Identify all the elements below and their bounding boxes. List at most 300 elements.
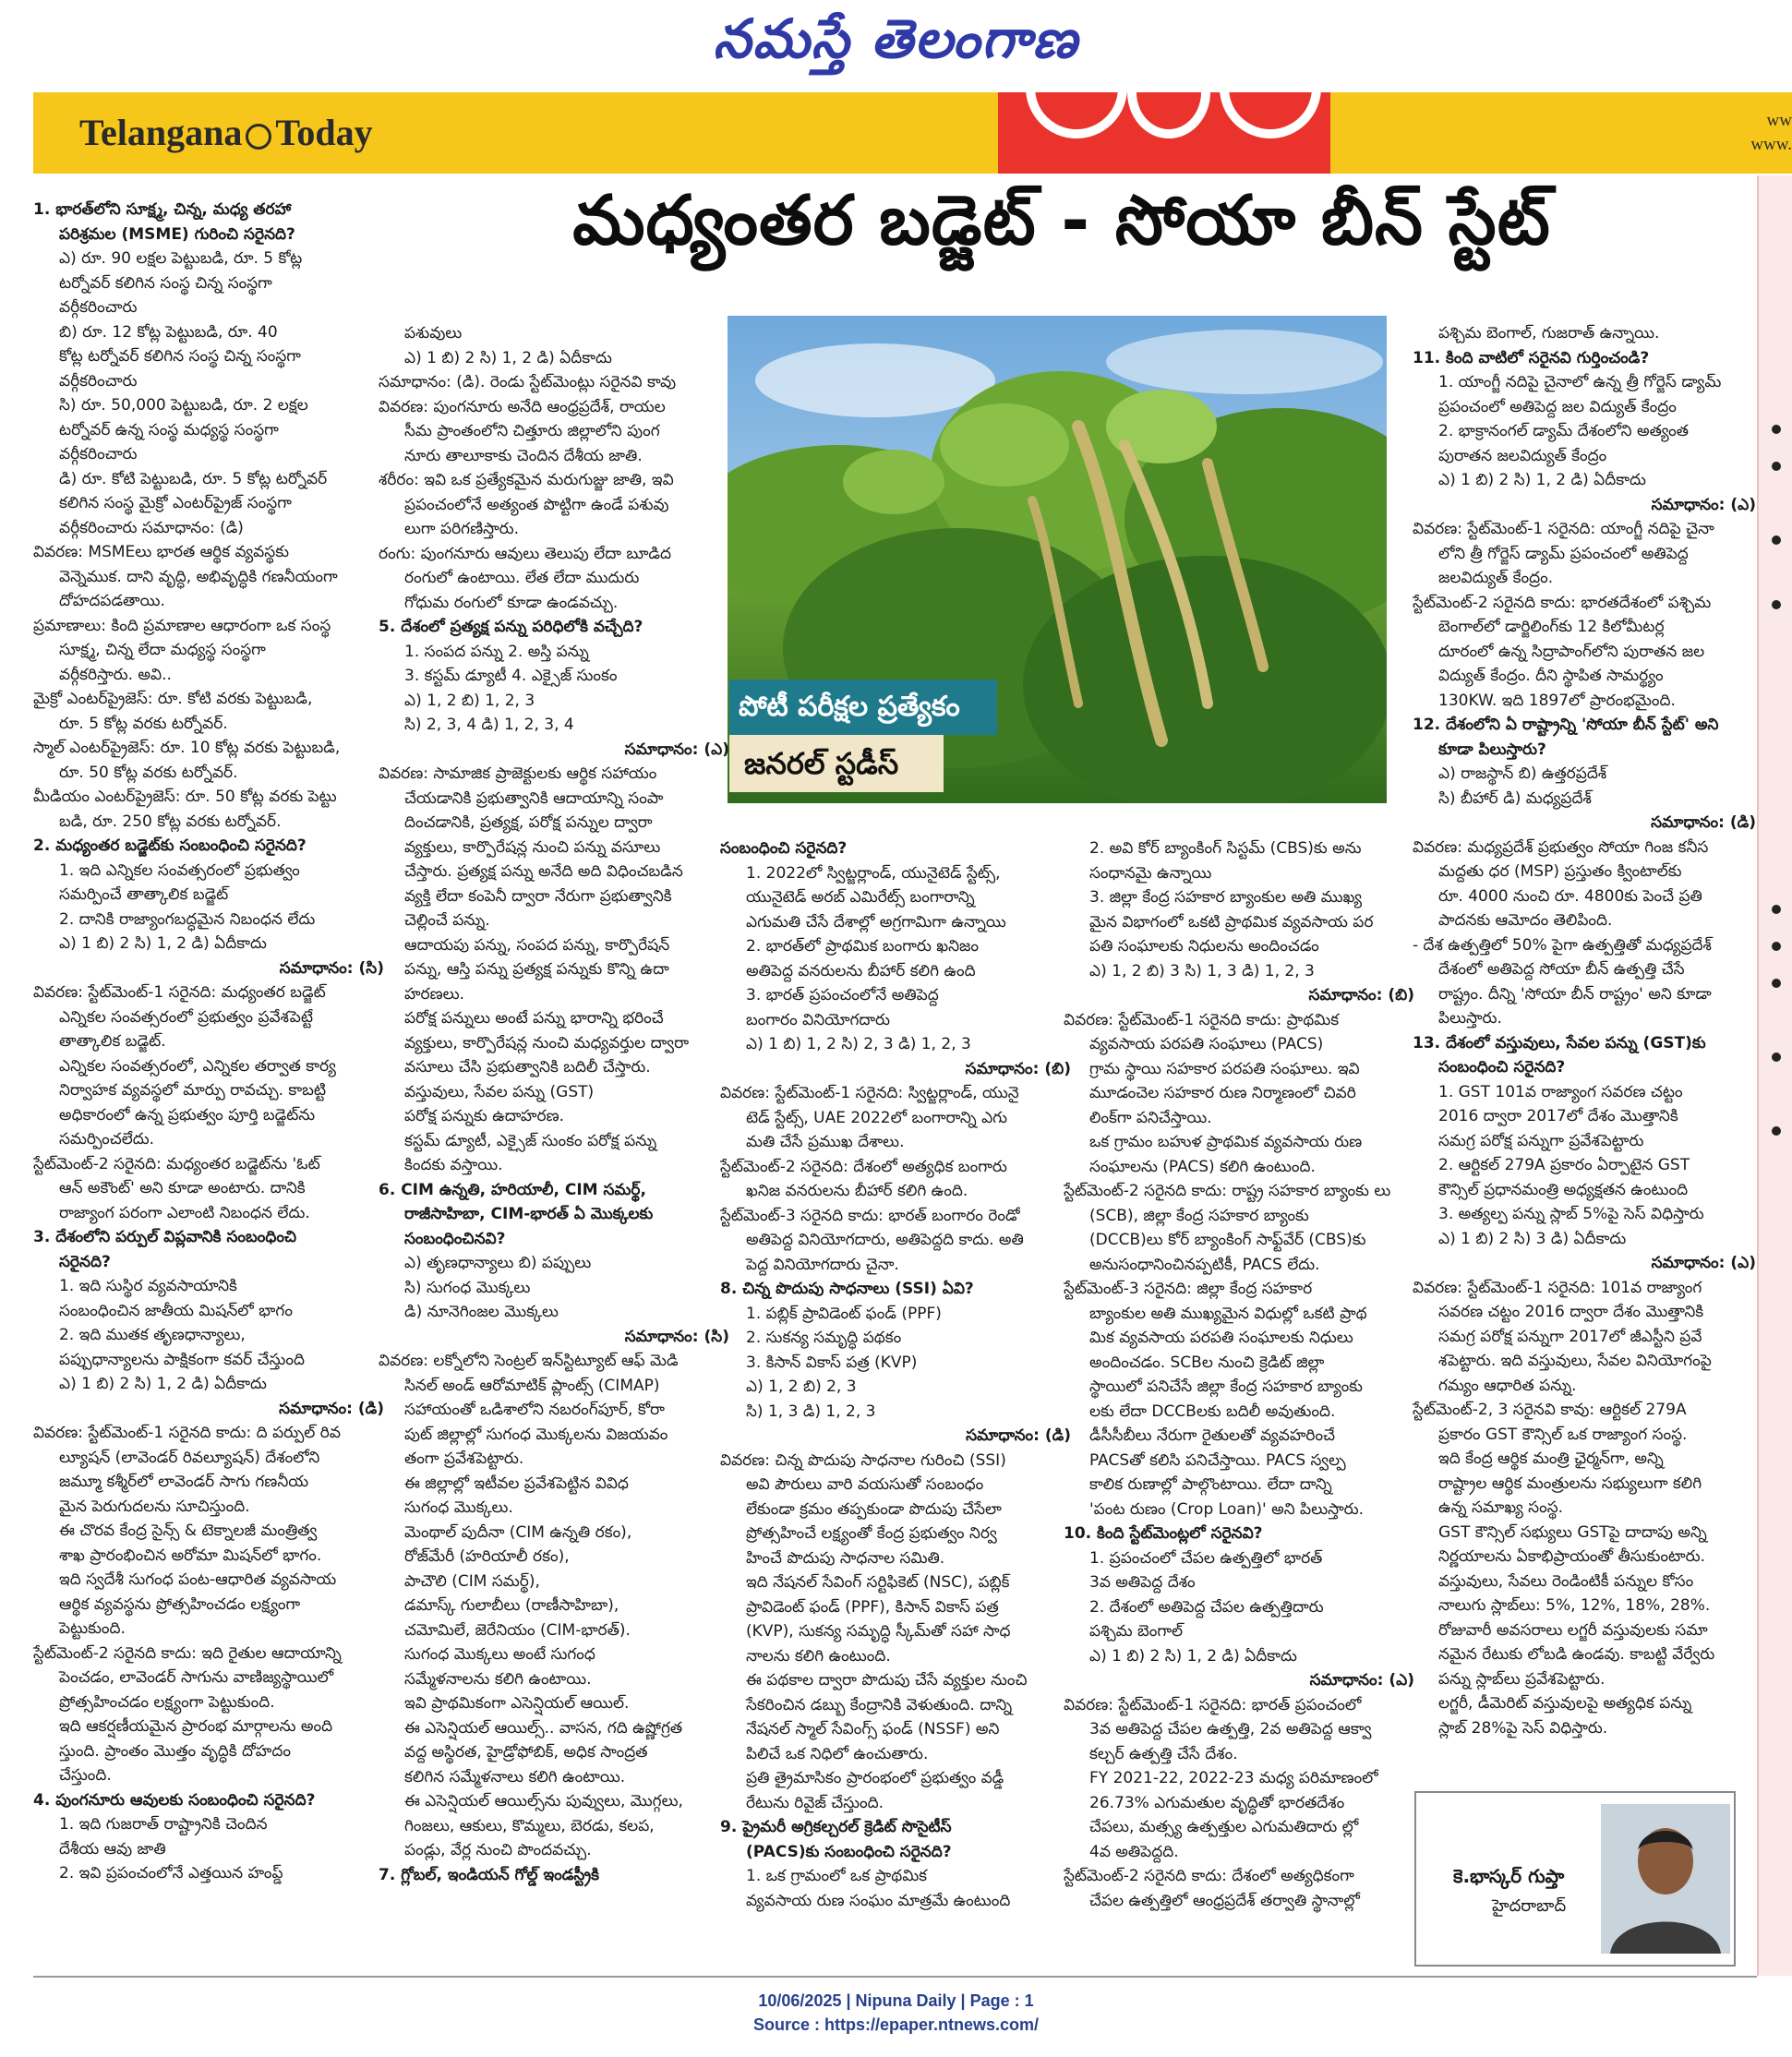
article-line: 3. దేశంలోని పర్పుల్ విప్లవానికి సంబంధించి: [33, 1228, 297, 1246]
article-line: పెట్టుకుంది.: [59, 1619, 126, 1638]
article-line: స్టేట్‌మెంట్-3 సరైనది: జిల్లా కేంద్ర సహకార: [1064, 1280, 1313, 1298]
article-line: దేశంలో అతిపెద్ద సోయా బీన్ ఉత్పత్తి చేసే: [1438, 960, 1685, 979]
article-line: ఎ) 1 బి) 2 సి) 1, 2 డి) ఏదీకాదు: [1438, 471, 1646, 489]
article-line: విద్యుత్ కేంద్రం. దీని స్థాపిత సామర్థ్యం: [1438, 667, 1664, 685]
article-line: రేటును రివైజ్ చేస్తుంది.: [746, 1793, 884, 1812]
article-line: వర్గీకరిస్తారు. అవి..: [59, 665, 172, 684]
article-line: వివరణ: మధ్యప్రదేశ్ ప్రభుత్వం సోయా గింజ కనీస: [1413, 837, 1709, 857]
article-line: వస్తువులు, సేవల పన్ను (GST): [404, 1082, 595, 1101]
article-line: రూ. 50 కోట్ల వరకు టర్నోవర్.: [59, 763, 238, 782]
article-line: ప్రతి త్రైమాసికం ప్రారంభంలో ప్రభుత్వం వడ్డీ: [746, 1769, 1004, 1787]
article-line: కల్చర్ ఉత్పత్తి చేసే దేశం.: [1089, 1744, 1238, 1763]
article-line: 2. భారత్‌లో ప్రాథమిక బంగారు ఖనిజం: [746, 937, 980, 956]
article-line: నేషనల్ స్మాల్ సేవింగ్స్ ఫండ్ (NSSF) అని: [746, 1720, 1000, 1738]
article-line: రాష్ట్రం. దీన్ని 'సోయా బీన్ రాష్ట్రం' అని కూడా: [1438, 984, 1712, 1004]
article-line: ప్రకారం GST కౌన్సిల్ ఒక రాజ్యాంగ సంస్థ.: [1438, 1425, 1688, 1444]
article-line: ఆన్ అకౌంట్' అని కూడా అంటారు. దానికి: [59, 1179, 306, 1197]
article-line: పిలుస్తారు.: [1438, 1009, 1502, 1028]
article-line: లోని త్రీ గోర్జెస్ డ్యామ్ ప్రపంచంలో అతిపెద్ద: [1438, 544, 1689, 563]
article-line: (PACS)కు సంబంధించి సరైనది?: [746, 1842, 952, 1861]
article-line: వర్గీకరించారు సమాధానం: (డి): [59, 518, 244, 537]
article-line: బడి, రూ. 250 కోట్ల వరకు టర్నోవర్.: [59, 812, 282, 831]
article-line: లగ్జరీ, డీమెరిట్ వస్తువులపై అత్యధిక పన్ను: [1438, 1694, 1692, 1713]
article-line: కలిగిన సమ్మేళనాలు కలిగి ఉంటాయి.: [404, 1767, 626, 1786]
article-line: 'పంట రుణం (Crop Loan)' అని పిలుస్తారు.: [1089, 1499, 1364, 1519]
article-line: ఇది స్వదేశీ సుగంధ పంట-ఆధారిత వ్యవసాయ: [59, 1570, 337, 1589]
article-line: కూడా పిలుస్తారు?: [1438, 740, 1546, 759]
article-line: ఎ) 1, 2 బి) 1, 2, 3: [404, 691, 535, 710]
article-line: ఈ ఎసెన్షియల్ ఆయిల్స్.. వాసన, గది ఉష్ణోగ్రత: [404, 1718, 683, 1738]
article-line: స్టేట్‌మెంట్-2 సరైనది: మధ్యంతర బడ్జెట్‌ను 'ఓట్: [33, 1154, 320, 1173]
article-line: హించే పొదుపు సాధనాల సమితి.: [746, 1548, 945, 1568]
article-line: అధికారంలో ఉన్న ప్రభుత్వం పూర్తి బడ్జెట్‌ను: [59, 1105, 316, 1125]
article-line: 3వ అతిపెద్ద దేశం: [1089, 1573, 1196, 1592]
banner-web-line: ww: [1766, 111, 1792, 130]
article-line: దూరంలో ఉన్న సిద్రాపాంగ్‌లోని పురాతన జల: [1438, 642, 1705, 661]
article-line: బెంగాల్‌లో డార్జిలింగ్‌కు 12 కిలోమీటర్ల: [1438, 618, 1665, 636]
article-line: సి) బీహార్ డి) మధ్యప్రదేశ్: [1438, 788, 1592, 808]
article-line: సవరణ చట్టం 2016 ద్వారా దేశం మొత్తానికి: [1438, 1303, 1704, 1321]
article-line: 1. ఇది సుస్థిర వ్యవసాయానికి: [59, 1277, 237, 1295]
article-line: మద్దతు ధర (MSP) ప్రస్తుతం క్వింటాల్‌కు: [1438, 862, 1682, 881]
article-line: రాష్ట్రాల ఆర్థిక మంత్రులను సభ్యులుగా కలిగి: [1438, 1474, 1702, 1493]
article-line: ప్రావిడెంట్ ఫండ్ (PPF), కిసాన్ వికాస్ పత్ర: [746, 1597, 999, 1617]
article-line: 1. పబ్లిక్ ప్రావిడెంట్ ఫండ్ (PPF): [746, 1304, 942, 1323]
article-line: మిక వ్యవసాయ పరపతి సంఘాలకు నిధులు: [1089, 1329, 1353, 1347]
article-line: నిర్ణయాలను ఏకాభిప్రాయంతో తీసుకుంటారు.: [1438, 1547, 1705, 1566]
article-line: సమాధానం: (డి): [966, 1426, 1071, 1445]
article-line: సుగంధ మొక్కలు అంటే సుగంధ: [404, 1645, 595, 1664]
article-line: పాచౌలి (CIM సమర్థ్),: [404, 1571, 540, 1591]
article-line: నాలుగు స్లాబ్‌లు: 5%, 12%, 18%, 28%.: [1438, 1596, 1711, 1615]
article-line: వివరణ: చిన్న పొదుపు సాధనాల గురించి (SSI): [720, 1450, 1006, 1470]
article-line: 2. మధ్యంతర బడ్జెట్‌కు సంబంధించి సరైనది?: [33, 836, 307, 855]
article-line: స్లాబ్ 28%పై సెస్ విధిస్తారు.: [1438, 1718, 1608, 1738]
article-line: చెల్లించే పన్ను.: [404, 911, 490, 930]
article-line: రంగు: పుంగనూరు ఆవులు తెలుపు లేదా బూడిద: [379, 544, 672, 563]
article-line: ఎ) 1, 2 బి) 2, 3: [746, 1377, 857, 1396]
article-line: 6. CIM ఉన్నతి, హరియాలీ, CIM సమర్థ్,: [379, 1180, 646, 1199]
article-line: రూ. 5 కోట్ల వరకు టర్నోవర్.: [59, 714, 228, 733]
article-line: సీమ ప్రాంతంలోని చిత్తూరు జిల్లాలోని పుంగ: [404, 422, 660, 440]
article-line: ఎ) 1 బి) 1, 2 సి) 2, 3 డి) 1, 2, 3: [746, 1035, 971, 1053]
article-line: సంబంధించి సరైనది?: [720, 839, 848, 858]
article-line: రంగులో ఉంటాయి. లేత లేదా ముదురు: [404, 569, 640, 587]
article-line: 1. ఇది గుజరాత్ రాష్ట్రానికి చెందిన: [59, 1815, 268, 1834]
article-line: వ్యవసాయ రుణ సంఘం మాత్రమే ఉంటుంది: [746, 1891, 1011, 1910]
article-line: మైన పెరుగుదలను సూచిస్తుంది.: [59, 1497, 250, 1516]
author-box: [1414, 1791, 1736, 1967]
article-line: 2016 ద్వారా 2017లో దేశం మొత్తానికి: [1438, 1107, 1678, 1125]
article-line: సంబంధించినవి?: [404, 1229, 506, 1248]
article-line: అతిపెద్ద వినియోగదారు, అతిపెద్దది కాదు. అతి: [746, 1231, 1024, 1249]
article-line: వివరణ: స్టేట్‌మెంట్-1 సరైనది: యాంగ్జీ నదిపై చైనా: [1413, 520, 1714, 538]
article-column-2: [379, 321, 729, 1970]
article-line: సమాధానం: (ఎ): [624, 740, 729, 759]
article-line: 1. యాంగ్జీ నదిపై చైనాలో ఉన్న త్రీ గోర్జెస్ డ్యామ్: [1438, 373, 1722, 391]
article-line: ఇవి ప్రాథమికంగా ఎసెన్షియల్ ఆయిల్.: [404, 1694, 630, 1713]
article-line: సమర్పించే తాత్కాలిక బడ్జెట్: [59, 885, 229, 904]
article-column-3: [720, 836, 1071, 1970]
emblem-icon: [246, 124, 271, 150]
article-line: సమాధానం: (డి): [1651, 813, 1756, 832]
article-line: 2. అవి కోర్ బ్యాంకింగ్ సిస్టమ్ (CBS)కు అను: [1089, 839, 1362, 858]
article-line: పరిశ్రమల (MSME) గురించి సరైనది?: [59, 224, 295, 244]
article-line: ప్రపంచంలో అతిపెద్ద జల విద్యుత్ కేంద్రం: [1438, 397, 1677, 416]
author-city: హైదరాబాద్: [1492, 1896, 1567, 1916]
article-line: స్మాల్ ఎంటర్‌ప్రైజెస్: రూ. 10 కోట్ల వరకు పెట్టుబడి,: [33, 739, 341, 757]
article-line: చేస్తారు. ప్రత్యక్ష పన్ను అనేది అది విధించబడిన: [404, 862, 683, 881]
article-line: వివరణ: స్టేట్‌మెంట్-1 సరైనది: భారత్ ప్రపంచంలో: [1064, 1695, 1362, 1714]
article-line: రూ. 4000 నుంచి రూ. 4800కు పెంచే ప్రతి: [1438, 886, 1702, 906]
article-line: 3. కస్టమ్ డ్యూటీ 4. ఎక్సైజ్ సుంకం: [404, 667, 618, 685]
article-line: స్తుంది. ప్రాంతం మొత్తం వృద్ధికి దోహదం: [59, 1741, 291, 1761]
article-column-4: [1064, 836, 1414, 1970]
article-line: రోజ్‌మేరీ (హరియాలీ రకం),: [404, 1547, 570, 1566]
adjacent-page-strip: [1757, 175, 1792, 1976]
article-line: 3. జిల్లా కేంద్ర సహకార బ్యాంకుల అతి ముఖ్య: [1089, 888, 1363, 907]
article-line: సమాధానం: (ఎ): [1651, 1254, 1756, 1272]
article-line: లుగా పరిగణిస్తారు.: [404, 520, 520, 538]
article-line: సి) సుగంధ మొక్కలు: [404, 1278, 531, 1297]
article-line: 10. కింది స్టేట్‌మెంట్లలో సరైనవి?: [1064, 1524, 1263, 1543]
article-line: దించడానికి, ప్రత్యక్ష, పరోక్ష పన్నుల ద్వారా: [404, 813, 653, 832]
article-line: వ్యక్తి లేదా కంపెనీ ద్వారా నేరుగా ప్రభుత్వానికి: [404, 886, 672, 906]
newspaper-title: నమస్తే తెలంగాణ: [713, 7, 1079, 70]
article-line: 9. ప్రైమరీ అగ్రికల్చరల్ క్రెడిట్ సొసైటీస్: [720, 1818, 952, 1836]
article-line: 2. దేశంలో అతిపెద్ద చేపల ఉత్పత్తిదారు: [1089, 1597, 1324, 1617]
article-line: ఎ) 1 బి) 2 సి) 1, 2 డి) ఏదీకాదు: [1089, 1646, 1297, 1666]
article-line: పాదనకు ఆమోదం తెలిపింది.: [1438, 911, 1613, 930]
article-line: పరోక్ష పన్నుకు ఉదాహరణ.: [404, 1107, 565, 1125]
author-photo: [1601, 1804, 1730, 1954]
section-tag: జనరల్ స్టడీస్: [729, 735, 944, 792]
article-line: (SCB), జిల్లా కేంద్ర సహకార బ్యాంకు: [1089, 1206, 1309, 1225]
article-line: 1. GST 101వ రాజ్యాంగ సవరణ చట్టం: [1438, 1082, 1683, 1101]
article-column-5: [1413, 321, 1756, 1970]
article-line: రాజీసాహిబా, CIM-భారత్ ఏ మొక్కలకు: [404, 1205, 654, 1223]
article-line: చేపలు, మత్స్య ఉత్పత్తుల ఎగుమతిదారు ల్లో: [1089, 1818, 1359, 1836]
article-line: ఉన్న సమాఖ్య సంస్థ.: [1438, 1498, 1564, 1517]
article-line: బంగారం వినియోగదారు: [746, 1010, 891, 1029]
article-line: పన్ను స్లాబ్‌లు ప్రవేశపెట్టారు.: [1438, 1669, 1606, 1689]
article-line: 130KW. ఇది 1897లో ప్రారంభమైంది.: [1438, 691, 1676, 710]
article-line: వివరణ: స్టేట్‌మెంట్-1 సరైనది: 101వ రాజ్యాంగ: [1413, 1278, 1702, 1297]
article-line: వివరణ: MSMEలు భారత ఆర్థిక వ్యవస్థకు: [33, 543, 289, 561]
article-line: సినల్ అండ్ ఆరోమాటిక్ ప్లాంట్స్ (CIMAP): [404, 1376, 660, 1395]
article-line: అతిపెద్ద వనరులను బీహార్ కలిగి ఉంది: [746, 961, 976, 980]
article-line: 11. కింది వాటిలో సరైనవి గుర్తించండి?: [1413, 348, 1650, 367]
article-line: 2. సుకన్య సమృద్ధి పథకం: [746, 1329, 902, 1347]
article-line: వివరణ: పుంగనూరు అనేది ఆంధ్రప్రదేశ్, రాయల: [379, 397, 666, 416]
author-name: కె.భాస్కర్ గుప్తా: [1453, 1865, 1565, 1887]
article-line: డమాస్క్ గులాబీలు (రాణీసాహిబా),: [404, 1596, 619, 1615]
article-line: అనుసంధానించినప్పటికీ, PACS లేదు.: [1089, 1255, 1320, 1274]
article-line: స్టేట్‌మెంట్-3 సరైనది కాదు: భారత్ బంగారం రెండో: [720, 1206, 1020, 1225]
article-line: హరణలు.: [404, 984, 465, 1004]
article-line: వ్యవసాయ పరపతి సంఘాలు (PACS): [1089, 1035, 1324, 1053]
article-line: వివరణ: లక్నోలోని సెంట్రల్ ఇన్‌స్టిట్యూట్ ఆఫ్ మెడి: [379, 1352, 679, 1370]
article-line: గోధుమ రంగులో కూడా ఉండవచ్చు.: [404, 593, 619, 612]
article-line: వివరణ: స్టేట్‌మెంట్-1 సరైనది కాదు: ప్రాథమిక: [1064, 1010, 1340, 1029]
article-line: టర్నోవర్ కలిగిన సంస్థ చిన్న సంస్థగా: [59, 273, 272, 293]
article-line: ఎ) 1 బి) 2 సి) 3 డి) ఏదీకాదు: [1438, 1229, 1627, 1248]
article-line: 5. దేశంలో ప్రత్యక్ష పన్ను పరిధిలోకి వచ్చేది?: [379, 618, 643, 636]
article-line: గ్రామ స్థాయి సహకార పరపతి సంఘాలు. ఇవి: [1089, 1059, 1360, 1078]
article-line: చేపల ఉత్పత్తిలో ఆంధ్రప్రదేశ్ తర్వాతి స్థానాల్లో: [1089, 1891, 1360, 1910]
article-line: PACSతో కలిసి పనిచేస్తాయి. PACS స్వల్ప: [1089, 1450, 1346, 1470]
article-line: ఎన్నికల సంవత్సరంలో ప్రభుత్వం ప్రవేశపెట్టే: [59, 1007, 314, 1027]
article-line: 2. ఇవి ప్రపంచంలోనే ఎత్తయిన హంప్డ్: [59, 1864, 283, 1883]
article-line: సమాధానం: (ఎ): [1309, 1671, 1414, 1690]
article-line: వివరణ: స్టేట్‌మెంట్-1 సరైనది: మధ్యంతర బడ్జెట్: [33, 983, 326, 1002]
article-line: సరైనది?: [59, 1252, 111, 1271]
article-line: పతి సంఘాలకు నిధులను అందించడం: [1089, 937, 1319, 956]
article-line: సంధానమై ఉన్నాయి: [1089, 863, 1212, 883]
article-line: ఒక గ్రామం బహుళ ప్రాథమిక వ్యవసాయ రుణ: [1089, 1133, 1363, 1151]
article-line: పురాతన జలవిద్యుత్ కేంద్రం: [1438, 446, 1607, 465]
article-line: పశ్చిమ బెంగాల్, గుజరాత్ ఉన్నాయి.: [1438, 324, 1660, 343]
article-line: ఎ) 1 బి) 2 సి) 1, 2 డి) ఏదీకాదు: [404, 348, 612, 367]
article-line: వ్యక్తులు, కార్పొరేషన్ల నుంచి పన్ను వసూలు: [404, 837, 661, 857]
brand-right: Today: [275, 112, 373, 153]
article-line: గమ్యం ఆధారిత పన్ను.: [1438, 1376, 1577, 1395]
article-line: సమాధానం: (డి). రెండు స్టేట్‌మెంట్లు సరైనవి కావు: [379, 373, 677, 391]
article-line: ఎ) రూ. 90 లక్షల పెట్టుబడి, రూ. 5 కోట్ల: [59, 249, 303, 268]
article-line: సమాధానం: (ఎ): [1651, 495, 1756, 514]
article-line: వెన్నెముక. దాని వృద్ధి, అభివృద్ధికి గణనీయంగా: [59, 567, 338, 586]
article-line: 4. పుంగనూరు ఆవులకు సంబంధించి సరైనది?: [33, 1790, 316, 1810]
article-line: సమాధానం: (సి): [279, 958, 384, 978]
article-line: చేస్తుంది.: [59, 1766, 112, 1785]
article-line: 1. ఒక గ్రామంలో ఒక ప్రాథమిక: [746, 1867, 928, 1885]
article-line: స్టేట్‌మెంట్-2 సరైనది కాదు: దేశంలో అత్యధికంగా: [1064, 1867, 1354, 1885]
article-line: పుట్ జిల్లాల్లో సుగంధ మొక్కలను విజయవం: [404, 1425, 668, 1444]
article-line: సి) రూ. 50,000 పెట్టుబడి, రూ. 2 లక్షల: [59, 396, 308, 415]
article-line: టెడ్ స్టేట్స్, UAE 2022లో బంగారాన్ని ఎగు: [746, 1108, 1007, 1127]
article-line: ఈ చొరవ కేంద్ర సైన్స్ & టెక్నాలజీ మంత్రిత్వ: [59, 1522, 318, 1540]
article-line: తంగా ప్రవేశపెట్టారు.: [404, 1450, 524, 1468]
article-line: - దేశ ఉత్పత్తిలో 50% పైగా ఉత్పత్తితో మధ్యప్రదేశ్: [1413, 935, 1712, 955]
article-line: కలిగిన సంస్థ మైక్రో ఎంటర్‌ప్రైజ్ సంస్థగా: [59, 494, 292, 512]
article-line: వర్గీకరించారు: [59, 371, 138, 391]
article-line: లేకుండా క్రమం తప్పకుండా పొదుపు చేసేలా: [746, 1499, 1002, 1519]
supplement-banner: [33, 92, 1792, 174]
article-line: 2. ఆర్టికల్ 279A ప్రకారం ఏర్పాటైన GST: [1438, 1156, 1690, 1174]
article-line: 13. దేశంలో వస్తువులు, సేవల పన్ను (GST)కు: [1413, 1033, 1706, 1053]
article-line: రోజువారీ అవసరాలు లగ్జరీ వస్తువులకు సమా: [1438, 1620, 1708, 1640]
article-line: ఎ) రాజస్థాన్ బి) ఉత్తరప్రదేశ్: [1438, 764, 1607, 783]
article-line: కిందకు వస్తాయి.: [404, 1156, 503, 1174]
article-line: ఆర్థిక వ్యవస్థను ప్రోత్సహించడం లక్ష్యంగా: [59, 1594, 301, 1614]
article-line: స్టేట్‌మెంట్-2 సరైనది: దేశంలో అత్యధిక బంగారు: [720, 1157, 1007, 1176]
article-line: ఇది కేంద్ర ఆర్థిక మంత్రి ఛైర్మన్‌గా, అన్ని: [1438, 1450, 1664, 1468]
article-line: ఎగుమతి చేసే దేశాల్లో అగ్రగామిగా ఉన్నాయి: [746, 912, 1006, 932]
article-column-1: [33, 198, 384, 1970]
article-line: సూక్ష్మ, చిన్న లేదా మధ్యస్థ సంస్థగా: [59, 641, 266, 659]
article-line: తాత్కాలిక బడ్జెట్.: [59, 1032, 166, 1051]
article-line: 3. అత్యల్ప పన్ను స్లాబ్ 5%పై సెస్ విధిస్తారు: [1438, 1205, 1704, 1223]
article-line: పండ్లు, వేర్ల నుంచి పొందవచ్చు.: [404, 1841, 592, 1859]
article-line: ఈ పథకాల ద్వారా పొదుపు చేసే వ్యక్తుల నుంచి: [746, 1671, 1028, 1690]
article-line: రాజ్యాంగ పరంగా ఎలాంటి నిబంధన లేదు.: [59, 1203, 310, 1222]
supplement-logo: [998, 92, 1330, 174]
article-line: ప్రమాణాలు: కింది ప్రమాణాల ఆధారంగా ఒక సంస్థ: [33, 616, 331, 635]
article-line: 3. భారత్ ప్రపంచంలోనే అతిపెద్ద: [746, 986, 939, 1004]
article-line: సుగంధ మొక్కలు.: [404, 1498, 513, 1517]
article-line: 1. భారత్‌లోని సూక్ష్మ, చిన్న, మధ్య తరహా: [33, 200, 292, 219]
brand-left: Telangana: [79, 112, 243, 153]
banner-web: [1750, 109, 1792, 157]
article-line: ఎ) 1 బి) 2 సి) 1, 2 డి) ఏదీకాదు: [59, 934, 267, 953]
article-line: బ్యాంకుల అతి ముఖ్యమైన విధుల్లో ఒకటి ప్రాథ: [1089, 1304, 1367, 1323]
article-line: సమగ్ర పరోక్ష పన్నుగా 2017లో జీఎస్టీని ప్రవే: [1438, 1327, 1702, 1346]
page-footer: [0, 1989, 1792, 2037]
footer-rule: [33, 1976, 1757, 1978]
article-line: సమర్పించలేదు.: [59, 1130, 155, 1149]
footer-source: Source : https://epaper.ntnews.com/: [752, 2015, 1040, 2034]
article-line: 2. ఇది ముతక తృణధాన్యాలు,: [59, 1326, 246, 1344]
article-line: నమైన రేటుకు లోబడి ఉండవు. కాబట్టి వేర్వేరు: [1438, 1645, 1715, 1664]
article-line: 1. ఇది ఎన్నికల సంవత్సరంలో ప్రభుత్వం: [59, 860, 300, 880]
article-line: ఖనిజ వనరులను బీహార్ కలిగి ఉంది.: [746, 1182, 968, 1200]
article-line: దోహదపడతాయి.: [59, 592, 165, 610]
article-line: ఆదాయపు పన్ను, సంపద పన్ను, కార్పొరేషన్: [404, 935, 670, 955]
article-line: వర్గీకరించారు: [59, 445, 138, 463]
article-line: 2. దానికి రాజ్యాంగబద్ధమైన నిబంధన లేదు: [59, 909, 316, 929]
article-line: మెంథాల్ పుదీనా (CIM ఉన్నతి రకం),: [404, 1522, 632, 1542]
article-line: మతి చేసే ప్రముఖ దేశాలు.: [746, 1133, 905, 1151]
article-line: ఎన్నికల సంవత్సరంలో, ఎన్నికల తర్వాత కార్య: [59, 1056, 336, 1076]
article-line: సంబంధించిన జాతీయ మిషన్‌లో భాగం: [59, 1301, 293, 1320]
article-line: శపెట్టారు. ఇది వస్తువులు, సేవల వినియోగంపై: [1438, 1352, 1712, 1370]
article-line: 7. గ్లోబల్, ఇండియన్ గోల్డ్ ఇండస్ట్రీకి: [379, 1865, 600, 1884]
article-line: సమాధానం: (సి): [624, 1327, 729, 1346]
article-line: పిలిచే ఒక నిధిలో ఉంచుతారు.: [746, 1744, 929, 1763]
article-line: వద్ద అస్థిరత, హైడ్రోఫోబిక్, అధిక సాంద్రత: [404, 1743, 648, 1762]
article-line: డీసీసీబీలు నేరుగా రైతులతో వ్యవహరించే: [1089, 1426, 1336, 1445]
article-line: ప్రోత్సహించడం లక్ష్యంగా పెట్టుకుంది.: [59, 1692, 275, 1712]
article-line: మైన విభాగంలో ఒకటి ప్రాథమిక వ్యవసాయ పర: [1089, 912, 1374, 932]
article-line: ఇది ఆకర్షణీయమైన ప్రారంభ మార్గాలను అంది: [59, 1717, 333, 1736]
article-line: డి) నూనెగింజల మొక్కలు: [404, 1303, 559, 1321]
article-line: పరోక్ష పన్నులు అంటే పన్ను భారాన్ని భరించే: [404, 1009, 664, 1028]
article-line: దేశీయ ఆవు జాతి: [59, 1839, 166, 1859]
article-line: చమోమిలే, జెరేనియం (CIM-భారత్).: [404, 1620, 631, 1640]
article-line: కాలిక రుణాల్లో పాల్గొంటాయి. లేదా దాన్ని: [1089, 1475, 1332, 1494]
article-line: లింక్‌గా పనిచేస్తాయి.: [1089, 1108, 1212, 1127]
article-line: పశ్చిమ బెంగాల్: [1089, 1622, 1184, 1641]
article-line: వస్తువులు, సేవలు రెండింటికీ పన్నుల కోసం: [1438, 1571, 1694, 1591]
article-line: 2. భాక్రానంగల్ డ్యామ్ దేశంలోని అత్యంత: [1438, 422, 1689, 440]
article-line: చేయడానికి ప్రభుత్వానికి ఆదాయాన్ని సంపా: [404, 788, 664, 808]
article-line: నూరు తాలూకాకు చెందిన దేశీయ జాతి.: [404, 446, 643, 465]
article-line: (DCCB)లు కోర్ బ్యాంకింగ్ సాఫ్ట్‌వేర్ (CBS)కు: [1089, 1231, 1366, 1249]
article-line: పన్ను, ఆస్తి పన్ను ప్రత్యక్ష పన్నుకు కొన్ని ఉదా: [404, 960, 669, 979]
article-line: అవి పౌరులు వారి వయసుతో సంబంధం: [746, 1475, 984, 1494]
article-line: 4వ అతిపెద్దది.: [1089, 1842, 1179, 1861]
article-line: సమాధానం: (బి): [965, 1059, 1071, 1078]
article-line: పప్పుధాన్యాలను పాక్షికంగా కవర్ చేస్తుంది: [59, 1350, 306, 1369]
article-line: సమాధానం: (బి): [1308, 986, 1414, 1004]
article-line: ల్యూషన్ (లావెండర్ రివల్యూషన్) దేశంలోని: [59, 1448, 320, 1467]
article-line: సహాయంతో ఒడిశాలోని నబరంగ్‌పూర్, కోరా: [404, 1401, 665, 1419]
article-line: బి) రూ. 12 కోట్ల పెట్టుబడి, రూ. 40: [59, 322, 278, 342]
article-line: టర్నోవర్ ఉన్న సంస్థ మధ్యస్థ సంస్థగా: [59, 420, 279, 439]
article-line: 1. 2022లో స్విట్జర్లాండ్, యునైటెడ్ స్టేట్స్,: [746, 863, 1001, 883]
article-line: మూడంచెల సహకార రుణ నిర్మాణంలో చివరి: [1089, 1084, 1356, 1102]
article-line: స్టేట్‌మెంట్-2, 3 సరైనవి కావు: ఆర్టికల్ 279A: [1413, 1401, 1687, 1419]
article-line: వ్యక్తులు, కార్పొరేషన్ల నుంచి మధ్యవర్తుల ద్వారా: [404, 1033, 690, 1053]
article-line: జమ్మూ కశ్మీర్‌లో లావెండర్ సాగు గణనీయ: [59, 1473, 309, 1491]
article-line: సి) 1, 3 డి) 1, 2, 3: [746, 1401, 876, 1421]
article-line: 3వ అతిపెద్ద చేపల ఉత్పత్తి, 2వ అతిపెద్ద ఆక్వా: [1089, 1720, 1372, 1738]
article-headline: మధ్యంతర బడ్జెట్ - సోయా బీన్ స్టేట్: [572, 181, 1551, 260]
article-line: ప్రోత్సహించే లక్ష్యంతో కేంద్ర ప్రభుత్వం నిర్వ: [746, 1524, 997, 1543]
article-line: ఎ) 1 బి) 2 సి) 1, 2 డి) ఏదీకాదు: [59, 1375, 267, 1393]
article-line: పశువులు: [404, 324, 463, 343]
article-line: సమ్మేళనాలను కలిగి ఉంటాయి.: [404, 1669, 592, 1689]
article-line: కౌన్సిల్ ప్రధానమంత్రి అధ్యక్షతన ఉంటుంది: [1438, 1180, 1689, 1199]
special-tag: పోటీ పరీక్షల ప్రత్యేకం: [729, 680, 997, 735]
article-line: జలవిద్యుత్ కేంద్రం.: [1438, 569, 1554, 587]
masthead: [0, 0, 1792, 90]
article-line: కస్టమ్ డ్యూటీ, ఎక్సైజ్ సుంకం పరోక్ష పన్ను: [404, 1131, 657, 1150]
article-line: సమాధానం: (డి): [279, 1399, 384, 1418]
article-line: స్టేట్‌మెంట్-2 సరైనది కాదు: రాష్ట్ర సహకార బ్యాంకు లు: [1064, 1182, 1391, 1200]
article-line: ఈ జిల్లాల్లో ఇటీవల ప్రవేశపెట్టిన వివిధ: [404, 1474, 629, 1493]
article-line: స్థాయిలో పనిచేసే జిల్లా కేంద్ర సహకార బ్యాంకు: [1089, 1377, 1363, 1396]
article-line: ఎ) 1, 2 బి) 3 సి) 1, 3 డి) 1, 2, 3: [1089, 961, 1315, 980]
article-line: FY 2021-22, 2022-23 మధ్య పరిమాణంలో: [1089, 1769, 1378, 1787]
article-line: పెద్ద వినియోగదారు చైనా.: [746, 1255, 899, 1274]
article-line: ఎ) తృణధాన్యాలు బి) పప్పులు: [404, 1254, 592, 1272]
article-line: కోట్ల టర్నోవర్ కలిగిన సంస్థ చిన్న సంస్థగా: [59, 347, 301, 366]
article-line: శాఖ ప్రారంభించిన అరోమా మిషన్‌లో భాగం.: [59, 1546, 322, 1565]
article-line: నిర్వాహక వ్యవస్థలో మార్పు రావచ్చు. కాబట్టి: [59, 1081, 327, 1100]
article-line: వర్గీకరించారు: [59, 298, 138, 317]
article-line: మీడియం ఎంటర్‌ప్రైజెస్: రూ. 50 కోట్ల వరకు పెట్టు: [33, 788, 337, 806]
article-line: 1. సంపద పన్ను 2. అస్తి పన్ను: [404, 642, 589, 661]
article-line: వసూలు చేసి ప్రభుత్వానికి బదిలీ చేస్తారు.: [404, 1058, 651, 1077]
article-line: సంఘాలను (PACS) కలిగి ఉంటుంది.: [1089, 1157, 1316, 1176]
telangana-today-logo: [79, 111, 373, 154]
article-line: 8. చిన్న పొదుపు సాధనాలు (SSI) ఏవి?: [720, 1280, 974, 1298]
article-line: (KVP), సుకన్య సమృద్ధి స్కీమ్‌తో సహా సాధ: [746, 1622, 1011, 1641]
article-line: నాలను కలిగి ఉంటుంది.: [746, 1646, 891, 1666]
article-line: స్టేట్‌మెంట్-2 సరైనది కాదు: ఇది రైతుల ఆదాయాన్ని: [33, 1643, 342, 1663]
article-line: 1. ప్రపంచంలో చేపల ఉత్పత్తిలో భారత్: [1089, 1548, 1323, 1568]
article-line: 12. దేశంలోని ఏ రాష్ట్రాన్ని 'సోయా బీన్ స్టేట్' అని: [1413, 716, 1719, 734]
article-line: 3. కిసాన్ వికాస్ పత్ర (KVP): [746, 1353, 918, 1372]
article-line: గింజలు, ఆకులు, కొమ్మలు, బెరడు, కలప,: [404, 1816, 655, 1835]
article-line: లకు లేదా DCCBలకు బదిలీ అవుతుంది.: [1089, 1401, 1336, 1421]
article-line: ఇది నేషనల్ సేవింగ్ సర్టిఫికెట్ (NSC), పబ్లిక్: [746, 1573, 1010, 1592]
article-line: యునైటెడ్ అరబ్ ఎమిరేట్స్ బంగారాన్ని: [746, 888, 975, 907]
banner-web-line: www.: [1750, 135, 1792, 154]
article-line: వివరణ: సామాజిక ప్రాజెక్టులకు ఆర్థిక సహాయం: [379, 764, 657, 783]
article-line: ఈ ఎసెన్షియల్ ఆయిల్స్‌ను పువ్వులు, మొగ్గలు,: [404, 1792, 683, 1810]
article-line: శరీరం: ఇవి ఒక ప్రత్యేకమైన మరుగుజ్జు జాతి, ఇవి: [379, 471, 674, 489]
article-line: సి) 2, 3, 4 డి) 1, 2, 3, 4: [404, 716, 574, 734]
article-line: సమగ్ర పరోక్ష పన్నుగా ప్రవేశపెట్టారు: [1438, 1131, 1644, 1150]
article-line: 26.73% ఎగుమతుల వృద్ధితో భారతదేశం: [1089, 1793, 1345, 1812]
article-line: సేకరించిన డబ్బు కేంద్రానికి వెళుతుంది. దాన్ని: [746, 1695, 1013, 1714]
footer-edition: 10/06/2025 | Nipuna Daily | Page : 1: [758, 1991, 1034, 2010]
article-line: పెంచడం, లావెండర్ సాగును వాణిజ్యస్థాయిలో: [59, 1668, 334, 1687]
article-line: డి) రూ. కోటి పెట్టుబడి, రూ. 5 కోట్ల టర్నోవర్: [59, 469, 328, 488]
article-line: GST కౌన్సిల్ సభ్యులు GSTపై దాదాపు అన్ని: [1438, 1522, 1707, 1542]
